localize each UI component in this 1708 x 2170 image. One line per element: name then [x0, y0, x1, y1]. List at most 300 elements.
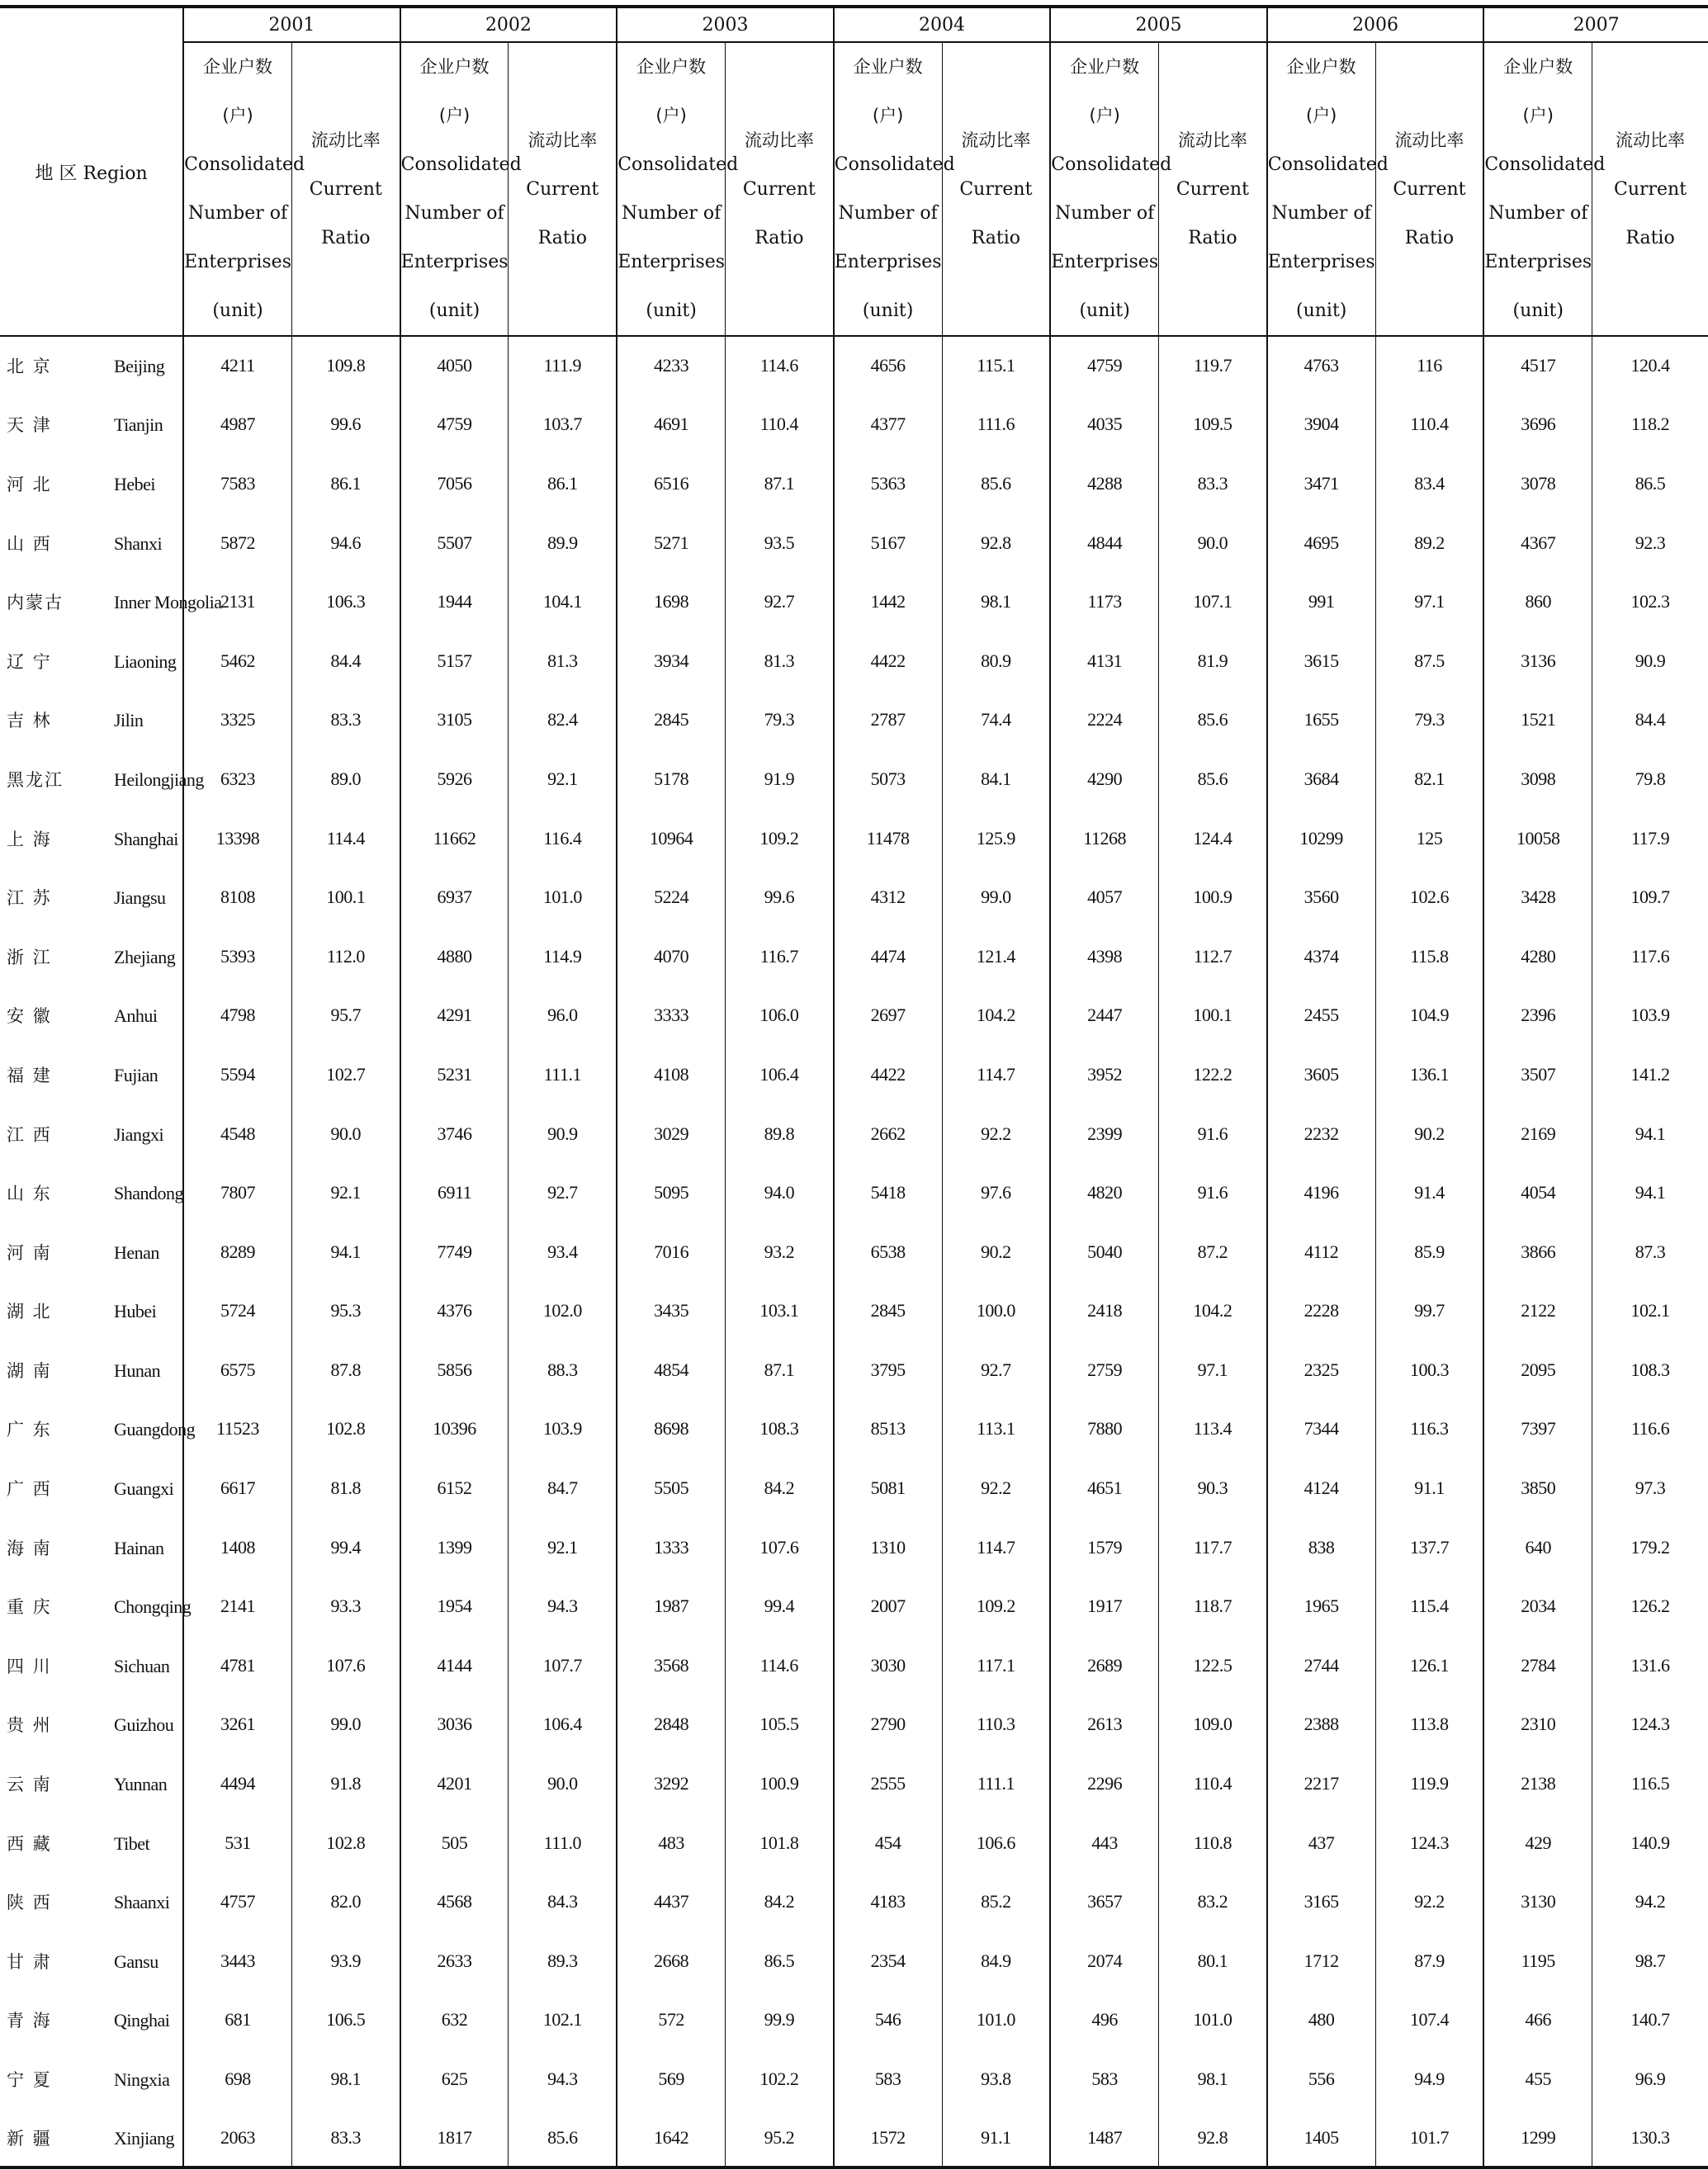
- enterprise-count-cell: 8289: [183, 1222, 291, 1282]
- current-ratio-cell: 83.3: [291, 691, 400, 750]
- enterprise-count-cell: 4144: [400, 1636, 509, 1695]
- enterprise-count-cell: 466: [1483, 1991, 1592, 2050]
- current-ratio-cell: 99.9: [725, 1991, 833, 2050]
- current-ratio-cell: 107.1: [1159, 572, 1267, 631]
- enterprise-count-cell: 2399: [1050, 1104, 1158, 1164]
- current-ratio-cell: 104.9: [1375, 986, 1483, 1046]
- current-ratio-cell: 85.2: [942, 1872, 1050, 1931]
- current-ratio-cell: 101.8: [725, 1813, 833, 1873]
- enterprise-count-cell: 2668: [617, 1931, 725, 1991]
- current-ratio-cell: 100.0: [942, 1282, 1050, 1341]
- enterprise-count-cell: 3435: [617, 1282, 725, 1341]
- enterprise-count-cell: 3904: [1267, 395, 1375, 455]
- current-ratio-cell: 83.3: [1159, 454, 1267, 513]
- current-ratio-cell: 81.8: [291, 1458, 400, 1518]
- enterprise-count-cell: 4112: [1267, 1222, 1375, 1282]
- enterprise-count-cell: 4376: [400, 1282, 509, 1341]
- enterprise-count-cell: 13398: [183, 809, 291, 868]
- enterprise-count-cell: 2354: [834, 1931, 942, 1991]
- region-name-zh: 重 庆: [7, 1597, 52, 1618]
- enterprise-count-cell: 4280: [1483, 927, 1592, 986]
- region-name-en: Qinghai: [114, 2010, 170, 2031]
- current-ratio-cell: 90.2: [1375, 1104, 1483, 1164]
- enterprise-count-cell: 2122: [1483, 1282, 1592, 1341]
- enterprise-count-cell: 3696: [1483, 395, 1592, 455]
- enterprise-count-label-line: (户): [1305, 106, 1337, 125]
- current-ratio-cell: 91.1: [942, 2109, 1050, 2168]
- region-name-zh: 甘 肃: [7, 1951, 52, 1972]
- enterprise-count-cell: 480: [1267, 1991, 1375, 2050]
- region-name-zh: 陕 西: [7, 1893, 52, 1913]
- region-cell: [0, 691, 183, 750]
- enterprise-count-cell: 1442: [834, 572, 942, 631]
- current-ratio-cell: 126.2: [1592, 1577, 1708, 1636]
- current-ratio-cell: 115.4: [1375, 1577, 1483, 1636]
- region-name-en: Fujian: [114, 1064, 158, 1085]
- current-ratio-cell: 120.4: [1592, 336, 1708, 395]
- enterprise-count-cell: 2787: [834, 691, 942, 750]
- current-ratio-cell: 97.6: [942, 1163, 1050, 1222]
- current-ratio-cell: 106.6: [942, 1813, 1050, 1873]
- current-ratio-cell: 121.4: [942, 927, 1050, 986]
- current-ratio-cell: 92.2: [942, 1458, 1050, 1518]
- region-name-en: Chongqing: [114, 1596, 192, 1618]
- enterprise-count-cell: 4211: [183, 336, 291, 395]
- enterprise-count-cell: 4548: [183, 1104, 291, 1164]
- current-ratio-cell: 96.9: [1592, 2049, 1708, 2109]
- enterprise-count-cell: 1487: [1050, 2109, 1158, 2168]
- table-row: [0, 1754, 1708, 1813]
- region-name-zh: 青 海: [7, 2011, 52, 2031]
- region-name-zh: 海 南: [7, 1538, 52, 1558]
- current-ratio-cell: 87.1: [725, 1340, 833, 1400]
- region-name-en: Tibet: [114, 1832, 150, 1854]
- region-cell: [0, 1813, 183, 1873]
- enterprise-count-cell: 4377: [834, 395, 942, 455]
- enterprise-count-cell: 5856: [400, 1340, 509, 1400]
- enterprise-count-cell: 6323: [183, 749, 291, 809]
- enterprise-count-cell: 5271: [617, 513, 725, 573]
- enterprise-count-cell: 2784: [1483, 1636, 1592, 1695]
- enterprise-count-header: [1267, 42, 1389, 336]
- current-ratio-cell: 100.1: [291, 868, 400, 927]
- current-ratio-cell: 99.7: [1375, 1282, 1483, 1341]
- table-row: [0, 1636, 1708, 1695]
- current-ratio-cell: 130.3: [1592, 2109, 1708, 2168]
- current-ratio-header: [291, 42, 400, 336]
- enterprise-count-label-line: (unit): [212, 300, 263, 321]
- current-ratio-cell: 85.6: [942, 454, 1050, 513]
- enterprise-count-cell: 3952: [1050, 1045, 1158, 1104]
- current-ratio-cell: 118.7: [1159, 1577, 1267, 1636]
- enterprise-count-cell: 1310: [834, 1518, 942, 1577]
- current-ratio-cell: 122.5: [1159, 1636, 1267, 1695]
- region-name-en: Shanghai: [114, 828, 178, 849]
- enterprise-count-cell: 5418: [834, 1163, 942, 1222]
- current-ratio-cell: 92.8: [942, 513, 1050, 573]
- enterprise-count-cell: 7016: [617, 1222, 725, 1282]
- current-ratio-cell: 87.1: [725, 454, 833, 513]
- enterprise-count-label-line: 企业户数: [419, 57, 490, 77]
- current-ratio-cell: 94.0: [725, 1163, 833, 1222]
- enterprise-count-cell: 4494: [183, 1754, 291, 1813]
- enterprise-count-label-line: (户): [655, 106, 687, 125]
- enterprise-count-label-line: Enterprises: [400, 252, 509, 272]
- current-ratio-cell: 94.1: [1592, 1104, 1708, 1164]
- current-ratio-cell: 116.7: [725, 927, 833, 986]
- table-row: [0, 1282, 1708, 1341]
- enterprise-count-cell: 5507: [400, 513, 509, 573]
- current-ratio-cell: 94.1: [1592, 1163, 1708, 1222]
- year-header: 2003: [617, 7, 834, 42]
- current-ratio-cell: 105.5: [725, 1695, 833, 1755]
- current-ratio-cell: 90.0: [509, 1754, 617, 1813]
- region-cell: [0, 1754, 183, 1813]
- enterprise-count-cell: 437: [1267, 1813, 1375, 1873]
- region-name-en: Hebei: [114, 473, 156, 494]
- table-row: [0, 1222, 1708, 1282]
- current-ratio-cell: 83.4: [1375, 454, 1483, 513]
- table-row: [0, 1872, 1708, 1931]
- current-ratio-cell: 94.9: [1375, 2049, 1483, 2109]
- enterprise-count-cell: 3261: [183, 1695, 291, 1755]
- current-ratio-cell: 141.2: [1592, 1045, 1708, 1104]
- enterprise-count-label-line: (户): [222, 106, 253, 125]
- current-ratio-cell: 103.9: [1592, 986, 1708, 1046]
- enterprise-count-cell: 6516: [617, 454, 725, 513]
- current-ratio-cell: 114.6: [725, 1636, 833, 1695]
- current-ratio-cell: 110.8: [1159, 1813, 1267, 1873]
- current-ratio-cell: 86.5: [1592, 454, 1708, 513]
- enterprise-count-cell: 698: [183, 2049, 291, 2109]
- current-ratio-cell: 84.3: [509, 1872, 617, 1931]
- enterprise-count-cell: 3029: [617, 1104, 725, 1164]
- enterprise-count-cell: 2217: [1267, 1754, 1375, 1813]
- current-ratio-label-line: Current Ratio: [742, 178, 816, 248]
- enterprise-count-label-line: (unit): [1079, 300, 1130, 321]
- enterprise-count-label-line: Number of: [1055, 203, 1155, 224]
- enterprise-count-cell: 991: [1267, 572, 1375, 631]
- current-ratio-cell: 124.3: [1592, 1695, 1708, 1755]
- current-ratio-cell: 95.3: [291, 1282, 400, 1341]
- enterprise-count-cell: 4288: [1050, 454, 1158, 513]
- enterprise-count-cell: 2555: [834, 1754, 942, 1813]
- table-row: [0, 868, 1708, 927]
- current-ratio-cell: 94.2: [1592, 1872, 1708, 1931]
- current-ratio-cell: 111.1: [942, 1754, 1050, 1813]
- enterprise-count-cell: 4367: [1483, 513, 1592, 573]
- current-ratio-cell: 85.6: [1159, 749, 1267, 809]
- region-name-zh: 贵 州: [7, 1715, 52, 1736]
- enterprise-count-cell: 2759: [1050, 1340, 1158, 1400]
- region-name-en: Inner Mongolia: [114, 592, 222, 613]
- enterprise-count-label-line: (unit): [862, 300, 914, 321]
- region-name-zh: 上 海: [7, 829, 52, 849]
- table-row: [0, 1577, 1708, 1636]
- current-ratio-cell: 92.2: [942, 1104, 1050, 1164]
- current-ratio-cell: 92.3: [1592, 513, 1708, 573]
- current-ratio-cell: 103.7: [509, 395, 617, 455]
- enterprise-count-cell: 7807: [183, 1163, 291, 1222]
- current-ratio-cell: 89.9: [509, 513, 617, 573]
- region-name-zh: 福 建: [7, 1065, 52, 1085]
- current-ratio-cell: 85.6: [509, 2109, 617, 2168]
- table-row: [0, 1104, 1708, 1164]
- enterprise-count-cell: 4108: [617, 1045, 725, 1104]
- enterprise-count-cell: 2848: [617, 1695, 725, 1755]
- enterprise-count-cell: 1712: [1267, 1931, 1375, 1991]
- current-ratio-label-line: 流动比率: [1616, 130, 1686, 150]
- current-ratio-cell: 118.2: [1592, 395, 1708, 455]
- current-ratio-cell: 95.2: [725, 2109, 833, 2168]
- enterprise-count-cell: 7880: [1050, 1400, 1158, 1459]
- current-ratio-cell: 81.3: [725, 631, 833, 691]
- region-cell: [0, 395, 183, 455]
- enterprise-count-cell: 2325: [1267, 1340, 1375, 1400]
- region-cell: [0, 2049, 183, 2109]
- enterprise-count-cell: 4398: [1050, 927, 1158, 986]
- enterprise-count-cell: 1408: [183, 1518, 291, 1577]
- current-ratio-cell: 117.7: [1159, 1518, 1267, 1577]
- current-ratio-cell: 108.3: [1592, 1340, 1708, 1400]
- enterprise-count-cell: 2131: [183, 572, 291, 631]
- current-ratio-cell: 92.7: [725, 572, 833, 631]
- current-ratio-cell: 89.3: [509, 1931, 617, 1991]
- region-cell: [0, 1104, 183, 1164]
- enterprise-count-cell: 4987: [183, 395, 291, 455]
- enterprise-count-cell: 2063: [183, 2109, 291, 2168]
- current-ratio-cell: 109.0: [1159, 1695, 1267, 1755]
- region-name-en: Yunnan: [114, 1774, 168, 1795]
- enterprise-count-cell: 1405: [1267, 2109, 1375, 2168]
- current-ratio-cell: 116.6: [1592, 1400, 1708, 1459]
- enterprise-count-cell: 3105: [400, 691, 509, 750]
- current-ratio-cell: 103.1: [725, 1282, 833, 1341]
- enterprise-count-cell: 505: [400, 1813, 509, 1873]
- current-ratio-cell: 106.0: [725, 986, 833, 1046]
- enterprise-count-cell: 455: [1483, 2049, 1592, 2109]
- region-cell: [0, 1222, 183, 1282]
- table-row: [0, 1813, 1708, 1873]
- table-row: [0, 631, 1708, 691]
- enterprise-count-cell: 7749: [400, 1222, 509, 1282]
- region-name-zh: 山 西: [7, 533, 52, 554]
- current-ratio-cell: 93.9: [291, 1931, 400, 1991]
- enterprise-count-header: [1483, 42, 1606, 336]
- current-ratio-cell: 114.6: [725, 336, 833, 395]
- enterprise-count-cell: 2388: [1267, 1695, 1375, 1755]
- enterprise-count-cell: 4057: [1050, 868, 1158, 927]
- region-cell: [0, 513, 183, 573]
- year-header: 2001: [183, 7, 400, 42]
- region-cell: [0, 927, 183, 986]
- current-ratio-cell: 97.1: [1159, 1340, 1267, 1400]
- current-ratio-cell: 80.9: [942, 631, 1050, 691]
- region-name-en: Tianjin: [114, 414, 163, 436]
- current-ratio-cell: 99.6: [291, 395, 400, 455]
- current-ratio-cell: 106.5: [291, 1991, 400, 2050]
- enterprise-count-cell: 583: [834, 2049, 942, 2109]
- region-name-zh: 湖 北: [7, 1302, 52, 1322]
- region-cell: [0, 2109, 183, 2168]
- current-ratio-cell: 101.0: [1159, 1991, 1267, 2050]
- current-ratio-cell: 92.2: [1375, 1872, 1483, 1931]
- enterprise-count-cell: 5178: [617, 749, 725, 809]
- enterprise-count-cell: 4290: [1050, 749, 1158, 809]
- current-ratio-cell: 110.4: [725, 395, 833, 455]
- current-ratio-cell: 113.4: [1159, 1400, 1267, 1459]
- enterprise-count-cell: 3934: [617, 631, 725, 691]
- enterprise-count-cell: 4651: [1050, 1458, 1158, 1518]
- current-ratio-cell: 100.1: [1159, 986, 1267, 1046]
- enterprise-count-cell: 3795: [834, 1340, 942, 1400]
- current-ratio-header: [1375, 42, 1483, 336]
- enterprise-count-cell: 2007: [834, 1577, 942, 1636]
- region-name-en: Xinjiang: [114, 2127, 174, 2149]
- enterprise-count-cell: 3615: [1267, 631, 1375, 691]
- enterprise-count-label-line: (unit): [1512, 300, 1564, 321]
- enterprise-count-label-line: 企业户数: [203, 57, 273, 77]
- region-cell: [0, 1282, 183, 1341]
- enterprise-count-cell: 2744: [1267, 1636, 1375, 1695]
- enterprise-count-cell: 1987: [617, 1577, 725, 1636]
- enterprise-count-label-line: 企业户数: [1286, 57, 1356, 77]
- current-ratio-cell: 116.5: [1592, 1754, 1708, 1813]
- current-ratio-cell: 91.6: [1159, 1163, 1267, 1222]
- region-name-zh: 北 京: [7, 357, 52, 377]
- current-ratio-cell: 137.7: [1375, 1518, 1483, 1577]
- enterprise-count-cell: 3333: [617, 986, 725, 1046]
- current-ratio-cell: 116: [1375, 336, 1483, 395]
- enterprise-count-cell: 1173: [1050, 572, 1158, 631]
- enterprise-count-cell: 681: [183, 1991, 291, 2050]
- enterprise-count-label-line: Enterprises: [1267, 252, 1375, 272]
- enterprise-count-label-line: Number of: [1488, 203, 1588, 224]
- enterprise-count-cell: 8108: [183, 868, 291, 927]
- enterprise-count-cell: 2095: [1483, 1340, 1592, 1400]
- enterprise-count-cell: 2296: [1050, 1754, 1158, 1813]
- enterprise-count-cell: 5462: [183, 631, 291, 691]
- current-ratio-cell: 94.1: [291, 1222, 400, 1282]
- region-name-en: Sichuan: [114, 1655, 170, 1676]
- region-name-en: Hunan: [114, 1359, 161, 1381]
- enterprise-count-cell: 4070: [617, 927, 725, 986]
- region-name-en: Shanxi: [114, 532, 163, 554]
- enterprise-count-label-line: (unit): [428, 300, 480, 321]
- current-ratio-cell: 112.0: [291, 927, 400, 986]
- current-ratio-cell: 79.8: [1592, 749, 1708, 809]
- current-ratio-cell: 92.7: [509, 1163, 617, 1222]
- current-ratio-cell: 114.7: [942, 1045, 1050, 1104]
- current-ratio-cell: 108.3: [725, 1400, 833, 1459]
- current-ratio-cell: 84.4: [1592, 691, 1708, 750]
- enterprise-count-cell: 4054: [1483, 1163, 1592, 1222]
- current-ratio-cell: 98.1: [1159, 2049, 1267, 2109]
- enterprise-count-cell: 2790: [834, 1695, 942, 1755]
- year-header: 2002: [400, 7, 617, 42]
- enterprise-count-cell: 4291: [400, 986, 509, 1046]
- enterprise-count-cell: 4201: [400, 1754, 509, 1813]
- table-row: [0, 2049, 1708, 2109]
- current-ratio-cell: 110.4: [1159, 1754, 1267, 1813]
- current-ratio-cell: 92.1: [509, 749, 617, 809]
- region-cell: [0, 1695, 183, 1755]
- current-ratio-header: [1592, 42, 1708, 336]
- region-column-header: 地 区 Region: [0, 7, 183, 336]
- enterprise-count-cell: 5081: [834, 1458, 942, 1518]
- enterprise-count-label-line: (户): [1089, 106, 1120, 125]
- current-ratio-cell: 111.9: [509, 336, 617, 395]
- enterprise-count-cell: 4844: [1050, 513, 1158, 573]
- current-ratio-cell: 125: [1375, 809, 1483, 868]
- region-name-zh: 吉 林: [7, 711, 52, 731]
- current-ratio-cell: 94.6: [291, 513, 400, 573]
- column-subheader-row: [0, 42, 1708, 336]
- year-header: 2004: [834, 7, 1051, 42]
- enterprise-count-cell: 2138: [1483, 1754, 1592, 1813]
- enterprise-count-cell: 454: [834, 1813, 942, 1873]
- current-ratio-cell: 86.1: [291, 454, 400, 513]
- current-ratio-cell: 107.7: [509, 1636, 617, 1695]
- enterprise-count-cell: 4422: [834, 631, 942, 691]
- current-ratio-cell: 74.4: [942, 691, 1050, 750]
- enterprise-count-label-line: Enterprises: [617, 252, 726, 272]
- current-ratio-cell: 93.3: [291, 1577, 400, 1636]
- current-ratio-cell: 101.7: [1375, 2109, 1483, 2168]
- current-ratio-cell: 92.8: [1159, 2109, 1267, 2168]
- enterprise-count-cell: 4781: [183, 1636, 291, 1695]
- enterprise-count-label-line: Number of: [187, 203, 288, 224]
- current-ratio-cell: 99.0: [942, 868, 1050, 927]
- current-ratio-cell: 122.2: [1159, 1045, 1267, 1104]
- current-ratio-cell: 102.8: [291, 1400, 400, 1459]
- enterprise-count-cell: 531: [183, 1813, 291, 1873]
- current-ratio-cell: 81.9: [1159, 631, 1267, 691]
- enterprise-count-cell: 4131: [1050, 631, 1158, 691]
- current-ratio-cell: 140.7: [1592, 1991, 1708, 2050]
- current-ratio-cell: 96.0: [509, 986, 617, 1046]
- enterprise-count-cell: 4196: [1267, 1163, 1375, 1222]
- enterprise-count-header: [183, 42, 305, 336]
- table-body: [0, 336, 1708, 2168]
- enterprise-count-cell: 1399: [400, 1518, 509, 1577]
- current-ratio-cell: 85.9: [1375, 1222, 1483, 1282]
- region-name-zh: 河 南: [7, 1242, 52, 1263]
- enterprise-count-cell: 3684: [1267, 749, 1375, 809]
- current-ratio-cell: 90.9: [1592, 631, 1708, 691]
- current-ratio-cell: 107.6: [291, 1636, 400, 1695]
- region-name-zh: 江 苏: [7, 888, 52, 909]
- enterprise-count-cell: 5040: [1050, 1222, 1158, 1282]
- enterprise-count-cell: 2613: [1050, 1695, 1158, 1755]
- enterprise-count-cell: 3560: [1267, 868, 1375, 927]
- table-row: [0, 809, 1708, 868]
- current-ratio-cell: 136.1: [1375, 1045, 1483, 1104]
- enterprise-count-cell: 4517: [1483, 336, 1592, 395]
- enterprise-count-cell: 4695: [1267, 513, 1375, 573]
- region-cell: [0, 572, 222, 631]
- enterprise-count-cell: 625: [400, 2049, 509, 2109]
- current-ratio-cell: 106.3: [291, 572, 400, 631]
- region-cell: [0, 749, 204, 809]
- enterprise-count-label-line: Consolidated: [1051, 154, 1172, 175]
- enterprise-count-cell: 4124: [1267, 1458, 1375, 1518]
- enterprise-count-cell: 5157: [400, 631, 509, 691]
- table-row: [0, 1518, 1708, 1577]
- region-cell: [0, 1931, 183, 1991]
- enterprise-count-cell: 6617: [183, 1458, 291, 1518]
- enterprise-count-cell: 860: [1483, 572, 1592, 631]
